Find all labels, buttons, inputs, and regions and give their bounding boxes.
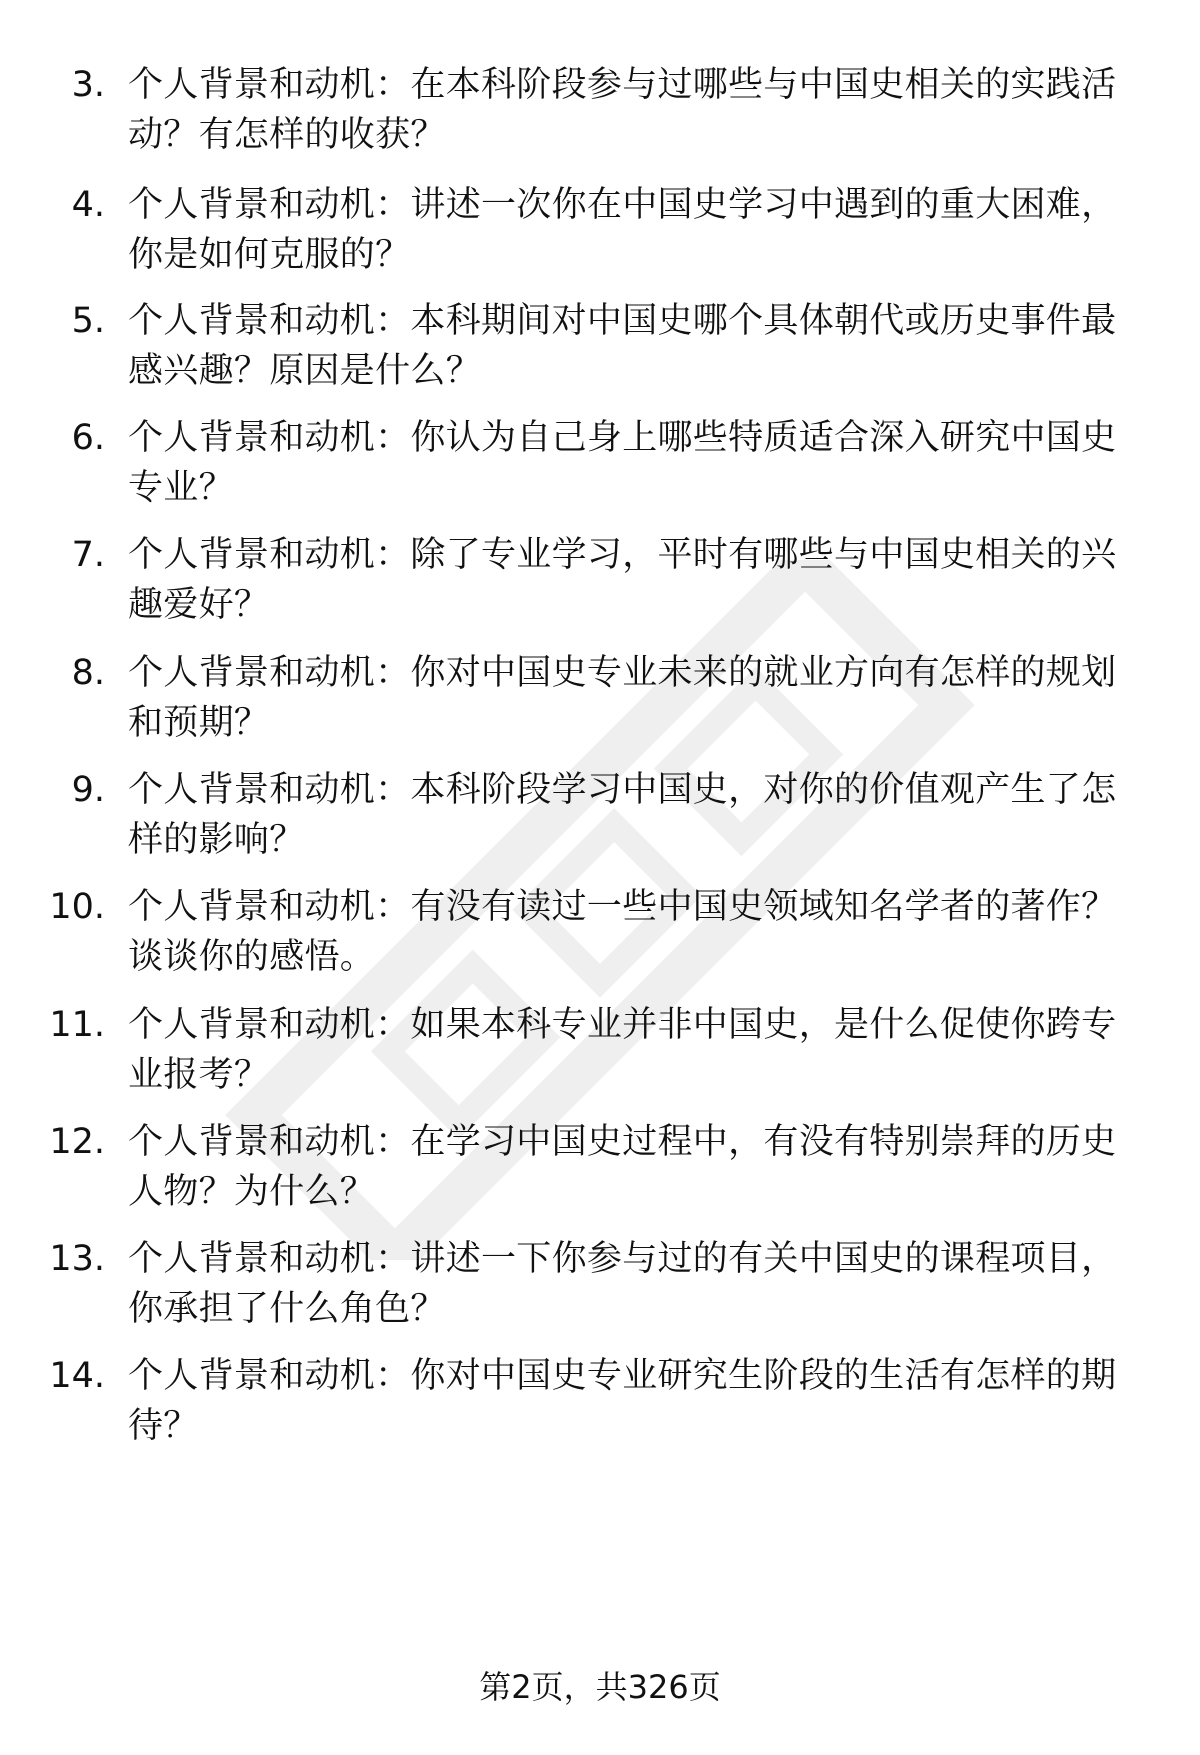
page-number-footer: 第2页，共326页 [479, 1668, 721, 1706]
question-text: 个人背景和动机：在学习中国史过程中，有没有特别崇拜的历史人物？为什么？ [128, 1122, 1117, 1212]
question-number: 10. [49, 887, 105, 927]
question-number: 6. [71, 418, 105, 458]
question-number: 9. [71, 770, 105, 810]
question-number: 8. [71, 653, 105, 693]
question-text: 个人背景和动机：你对中国史专业研究生阶段的生活有怎样的期待？ [128, 1356, 1117, 1446]
question-text: 个人背景和动机：在本科阶段参与过哪些与中国史相关的实践活动？有怎样的收获？ [128, 65, 1117, 155]
question-text: 个人背景和动机：讲述一次你在中国史学习中遇到的重大困难，你是如何克服的？ [128, 185, 1117, 275]
question-number: 11. [49, 1005, 105, 1045]
question-text: 个人背景和动机：有没有读过一些中国史领域知名学者的著作？谈谈你的感悟。 [128, 887, 1117, 977]
question-number: 7. [71, 535, 105, 575]
question-text: 个人背景和动机：本科期间对中国史哪个具体朝代或历史事件最感兴趣？原因是什么？ [128, 301, 1117, 391]
question-number: 3. [71, 65, 105, 105]
question-number: 14. [49, 1356, 105, 1396]
question-text: 个人背景和动机：除了专业学习，平时有哪些与中国史相关的兴趣爱好？ [128, 535, 1117, 625]
question-text: 个人背景和动机：你认为自己身上哪些特质适合深入研究中国史专业？ [128, 418, 1117, 508]
question-number: 12. [49, 1122, 105, 1162]
question-number: 4. [71, 185, 105, 225]
question-text: 个人背景和动机：如果本科专业并非中国史，是什么促使你跨专业报考？ [128, 1005, 1117, 1095]
question-number: 5. [71, 301, 105, 341]
question-text: 个人背景和动机：讲述一下你参与过的有关中国史的课程项目，你承担了什么角色？ [128, 1239, 1117, 1329]
question-text: 个人背景和动机：你对中国史专业未来的就业方向有怎样的规划和预期？ [128, 653, 1117, 743]
question-text: 个人背景和动机：本科阶段学习中国史，对你的价值观产生了怎样的影响？ [128, 770, 1117, 860]
question-number: 13. [49, 1239, 105, 1279]
